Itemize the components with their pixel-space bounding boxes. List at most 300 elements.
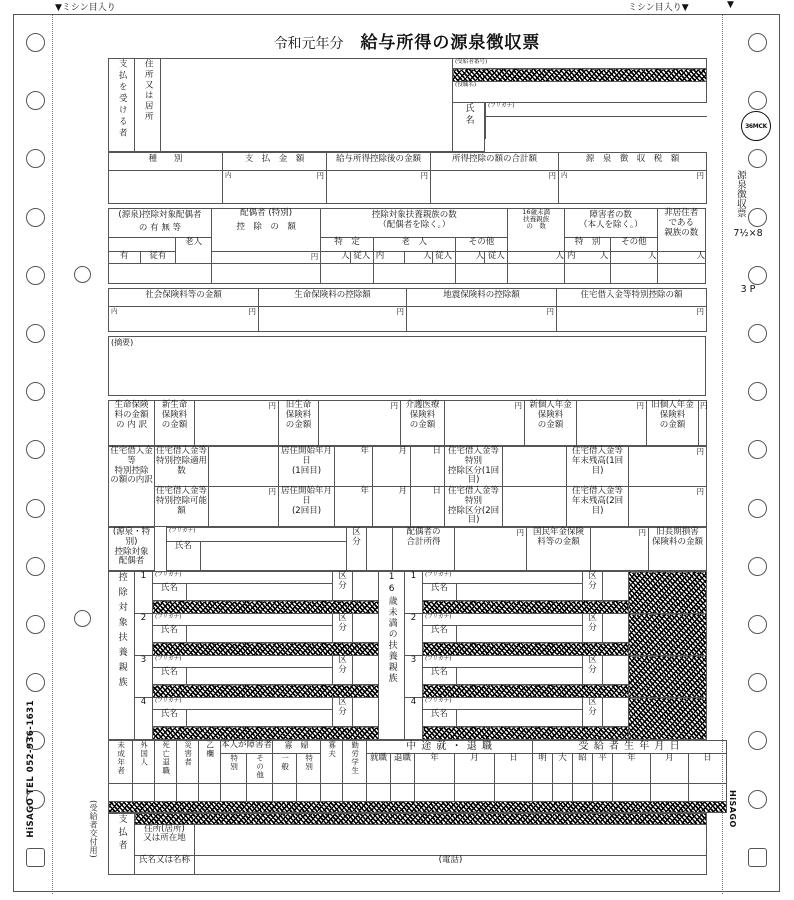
dependent-name-label-2: 氏名 <box>153 626 187 643</box>
start-date-1-label <box>279 447 335 487</box>
alignment-hole <box>74 266 91 283</box>
old-pension-yen: 円 <box>700 401 708 410</box>
spouse-status-line2: の 有 無 等 <box>138 222 182 233</box>
status-column-b <box>199 741 221 784</box>
recipient-label-cell <box>109 59 135 152</box>
amounts-inner-mark-2: 内 <box>561 171 568 179</box>
new-life-field[interactable] <box>195 401 279 446</box>
start-date-2-label <box>279 487 335 527</box>
dependents-table <box>108 571 707 740</box>
under16-class-l1-1: 区 <box>588 571 597 582</box>
under16-name-field-2[interactable] <box>457 626 583 643</box>
position-label: (役職名) <box>455 82 477 88</box>
start-date-2-l2: (2回目) <box>291 505 322 516</box>
disabled-special-person: 人 <box>599 251 609 261</box>
position-label-cell[interactable] <box>453 82 707 103</box>
birth-day-value[interactable] <box>689 783 727 801</box>
dependent-class-field-3[interactable] <box>353 656 379 685</box>
amounts-yen-2: 円 <box>420 171 428 180</box>
new-pension-l1: 新個人年金 <box>529 400 572 410</box>
perforation-mark-right: ミシン目入り▼ <box>628 3 689 13</box>
spouse-detail-spacer <box>155 528 167 571</box>
disabled-line1: 障害者の数 <box>589 210 633 220</box>
spouse-detail-table <box>108 527 707 571</box>
under16-index-1: 1 <box>405 572 423 614</box>
life-breakdown-table <box>108 400 707 446</box>
under16-class-label-4 <box>583 698 603 727</box>
dependent-furigana-label-2: (フリガナ) <box>155 614 182 621</box>
dependent-class-l1-1: 区 <box>338 571 347 582</box>
spouse-deduction-line2: 控 除 の 額 <box>236 221 296 232</box>
life-breakdown-l2: 料の金額 <box>114 409 149 420</box>
class-1-l2: 控除区分(1回目) <box>447 465 500 486</box>
status-disaster-label: 災害者 <box>183 741 193 767</box>
dependent-redaction-1 <box>153 601 379 614</box>
social-insurance-field[interactable] <box>109 307 259 332</box>
old-longterm-l1: 旧長期損害 <box>656 527 699 538</box>
new-life-label <box>155 401 195 446</box>
specific-value[interactable] <box>321 264 374 284</box>
spouse-deduction-yen-cell <box>211 252 320 264</box>
form-content <box>108 28 712 875</box>
life-breakdown-l1: 生命保険 <box>114 400 149 410</box>
spouse-total-income-field[interactable] <box>455 528 527 571</box>
dependent-class-l2-4: 分 <box>338 706 347 717</box>
spouse-name-field[interactable] <box>201 542 347 571</box>
status-working-student <box>343 741 367 784</box>
address-label-cell <box>135 59 161 152</box>
copy-note: (受給者交付用) <box>89 800 98 859</box>
dependent-index-3: 3 <box>135 656 153 698</box>
nonresident-value[interactable] <box>657 264 705 284</box>
life-insurance-field[interactable] <box>259 307 407 332</box>
status-special <box>221 753 247 783</box>
dependent-name-field-4[interactable] <box>187 710 333 727</box>
spouse-status-line1: (源泉)控除対象配偶者 <box>118 210 202 220</box>
dependent-class-l2-2: 分 <box>338 622 347 633</box>
spouse-deduction-line1: 配偶者 (特別) <box>240 208 293 218</box>
under16-index-2: 2 <box>405 614 423 656</box>
other2-header: その他 <box>611 238 657 252</box>
dependent-furigana-1[interactable] <box>153 572 333 584</box>
under16-class-l1-4: 区 <box>588 697 597 708</box>
under16-header <box>508 209 565 252</box>
social-insurance-inner: 内 <box>111 307 118 315</box>
recipient-number-label-cell <box>453 59 707 69</box>
care-medical-l3: の金額 <box>409 419 436 430</box>
new-pension-label <box>525 401 577 446</box>
sprocket-hole <box>748 266 767 285</box>
dependent-class-field-2[interactable] <box>353 614 379 643</box>
nonresident-line1: 非居住者 <box>664 208 699 218</box>
spouse-total-income-l1: 配偶者の <box>406 527 441 538</box>
balance-1-field[interactable] <box>629 447 707 487</box>
nonresident-line2: である <box>668 217 695 228</box>
payer-number-redaction <box>135 813 707 824</box>
amounts-header-0: 種 別 <box>109 153 223 171</box>
status-working-student-value[interactable] <box>343 783 367 801</box>
recipient-label: 支払を受ける者 <box>117 59 128 140</box>
under16-furigana-label-1: (フリガナ) <box>425 572 452 579</box>
spouse-detail-label <box>109 528 155 571</box>
birth-era-1-value[interactable] <box>553 783 573 801</box>
under16-furigana-4[interactable] <box>423 698 583 710</box>
care-medical-yen: 円 <box>514 401 522 410</box>
dependent-class-l2-3: 分 <box>338 664 347 675</box>
midterm-year-value[interactable] <box>415 783 455 801</box>
status-column-b-value[interactable] <box>199 783 221 801</box>
spouse-furigana-field[interactable] <box>167 528 347 542</box>
midterm-day-value[interactable] <box>495 783 533 801</box>
table-row <box>109 656 707 668</box>
sprocket-hole <box>26 208 45 227</box>
midterm-day: 日 <box>495 753 533 783</box>
dependent-furigana-2[interactable] <box>153 614 333 626</box>
perforation-mark-left: ▼ミシン目入り <box>55 3 116 13</box>
table-row <box>109 698 707 710</box>
status-column-b-label: 乙欄 <box>205 741 215 759</box>
care-medical-field[interactable] <box>445 401 525 446</box>
dependent-name-field-3[interactable] <box>187 668 333 685</box>
status-other-value[interactable] <box>247 783 273 801</box>
status-foreigner-value[interactable] <box>133 783 155 801</box>
recipient-name-label: 氏名 <box>463 103 474 127</box>
balance-2-field[interactable] <box>629 487 707 527</box>
amounts-type-field[interactable] <box>109 171 223 204</box>
dependent-class-label-2 <box>333 614 353 643</box>
disabled-other-person: 人 <box>611 252 657 264</box>
new-life-l1: 新生命 <box>161 400 188 410</box>
pension-label <box>527 528 591 571</box>
under16-line3: の 数 <box>526 222 546 231</box>
status-minor-value[interactable] <box>109 783 133 801</box>
class-2-field[interactable] <box>503 487 567 527</box>
sprocket-hole <box>748 324 767 343</box>
midterm-retired: 退職 <box>391 753 415 783</box>
start-date-2-month[interactable]: 月 <box>373 487 411 527</box>
midterm-employed-value[interactable] <box>367 783 391 801</box>
manufacturer-right: HiSAGO <box>728 790 737 828</box>
applied-count-field[interactable] <box>209 447 279 487</box>
spouse-class-l2: 分 <box>352 536 361 547</box>
status-widow-header: 寡 婦 <box>273 741 321 754</box>
old-life-field[interactable] <box>319 401 401 446</box>
dependent-furigana-label-4: (フリガナ) <box>155 698 182 705</box>
under16-name-field-1[interactable] <box>457 584 583 601</box>
recipient-furigana-field[interactable] <box>486 103 707 117</box>
dependents-right-label-cell <box>379 572 405 740</box>
disabled-inner-mark: 内 <box>567 251 576 261</box>
status-widower-label: 寡夫 <box>327 741 337 759</box>
under16-class-l2-2: 分 <box>588 622 597 633</box>
under16-name-redaction-2 <box>423 643 629 656</box>
birth-year-value[interactable] <box>613 783 651 801</box>
start-date-1-l1: 居住開始年月日 <box>280 446 332 466</box>
birth-month: 月 <box>651 753 689 783</box>
birth-era-2: 昭 <box>573 753 593 783</box>
balance-1-l2: 年末残高(1回目) <box>571 455 624 476</box>
under16-value[interactable] <box>508 264 565 284</box>
new-pension-l3: の金額 <box>537 419 564 430</box>
birth-era-3-value[interactable] <box>593 783 613 801</box>
under16-redaction-2 <box>629 614 707 656</box>
remarks-field[interactable] <box>109 337 706 396</box>
old-life-yen: 円 <box>390 401 398 410</box>
amounts-yen-4: 円 <box>696 171 704 180</box>
dependent-name-label-4: 氏名 <box>153 710 187 727</box>
status-foreigner <box>133 741 155 784</box>
spouse-class-l1: 区 <box>352 527 361 538</box>
sprocket-hole <box>26 615 45 634</box>
spouse-total-income-label <box>393 528 455 571</box>
spouse-status-spacer <box>109 238 176 252</box>
manufacturer-left: HiSAGO TEL 052-936-1631 <box>26 700 36 838</box>
recipient-name-field-cell <box>485 103 707 152</box>
under16-furigana-label-3: (フリガナ) <box>425 656 452 663</box>
under16-furigana-2[interactable] <box>423 614 583 626</box>
alignment-hole <box>74 610 91 627</box>
start-date-2-l1: 居住開始年月日 <box>280 486 332 506</box>
under16-index-4: 4 <box>405 698 423 740</box>
recipient-name-label-cell <box>453 103 485 152</box>
elderly2-header: 老 人 <box>373 238 455 252</box>
under16-class-field-2[interactable] <box>603 614 629 643</box>
disabled-special-value[interactable] <box>565 264 611 284</box>
pension-l2: 料等の金額 <box>537 536 580 547</box>
pension-field[interactable] <box>591 528 649 571</box>
title-era: 令和元年分 <box>273 36 344 52</box>
payer-name-label: 氏名又は名称 <box>135 855 195 874</box>
class-1-label <box>445 447 503 487</box>
under16-class-label-2 <box>583 614 603 643</box>
new-pension-field[interactable] <box>577 401 647 446</box>
dependent-name-label-3: 氏名 <box>153 668 187 685</box>
housing-breakdown-label <box>109 447 155 527</box>
spouse-class-label <box>347 528 367 571</box>
dependent-index-4: 4 <box>135 698 153 740</box>
under16-furigana-3[interactable] <box>423 656 583 668</box>
disabled-other-value[interactable] <box>611 264 657 284</box>
dependent-class-field-4[interactable] <box>353 698 379 727</box>
status-disaster-value[interactable] <box>177 783 199 801</box>
start-date-1-month[interactable]: 月 <box>373 447 411 487</box>
payer-label-cell <box>109 813 135 874</box>
dependent-class-l1-4: 区 <box>338 697 347 708</box>
old-pension-l2: 保険料 <box>659 409 686 420</box>
under16-furigana-label-4: (フリガナ) <box>425 698 452 705</box>
dependent-class-label-4 <box>333 698 353 727</box>
amounts-header-2: 給与所得控除後の金額 <box>327 153 431 171</box>
available-yen: 円 <box>268 487 276 497</box>
under16-name-field-3[interactable] <box>457 668 583 685</box>
pension-yen: 円 <box>638 528 646 538</box>
under16-class-label-3 <box>583 656 603 685</box>
spouse-dependents-table <box>108 208 706 284</box>
dependent-furigana-3[interactable] <box>153 656 333 668</box>
sprocket-hole <box>748 848 767 867</box>
under16-redaction-1 <box>629 572 707 614</box>
under16-name-label-2: 氏名 <box>423 626 457 643</box>
birth-day: 日 <box>689 753 727 783</box>
dependent-furigana-label-3: (フリガナ) <box>155 656 182 663</box>
amounts-payment-field[interactable] <box>223 171 327 204</box>
midterm-month: 月 <box>455 753 495 783</box>
applied-count-l1: 住宅借入金等 <box>155 446 207 456</box>
class-2-l1: 住宅借入金等特別 <box>447 486 499 506</box>
status-widow-special-value[interactable] <box>297 783 321 801</box>
class-2-label <box>445 487 503 527</box>
disabled-header <box>565 209 657 238</box>
under16-name-field-4[interactable] <box>457 710 583 727</box>
status-working-student-label: 勤労学生 <box>350 741 360 776</box>
care-medical-label <box>401 401 445 446</box>
sprocket-hole <box>748 33 767 52</box>
under16-class-field-3[interactable] <box>603 656 629 685</box>
life-breakdown-l3: の 内 訳 <box>116 419 147 430</box>
under16-class-label-1 <box>583 572 603 601</box>
sprocket-hole <box>26 266 45 285</box>
birth-month-value[interactable] <box>651 783 689 801</box>
dependent-class-label-1 <box>333 572 353 601</box>
under16-class-l2-4: 分 <box>588 706 597 717</box>
recipient-address-field[interactable] <box>161 59 453 152</box>
status-widow-general <box>273 753 297 783</box>
under16-line1: 16歳未満 <box>522 208 551 216</box>
dependent-furigana-4[interactable] <box>153 698 333 710</box>
specific-person-cell: 人 <box>321 252 350 264</box>
new-pension-yen: 円 <box>636 401 644 410</box>
under16-name-label-4: 氏名 <box>423 710 457 727</box>
amounts-total-deduction-field[interactable] <box>431 171 559 204</box>
table-row <box>109 614 707 626</box>
elderly-value[interactable] <box>373 264 455 284</box>
start-date-2-day[interactable]: 日 <box>411 487 445 527</box>
housing-loan-field[interactable] <box>557 307 707 332</box>
address-label: 住所又は居所 <box>143 59 154 122</box>
remarks-label: (摘要) <box>111 338 134 347</box>
old-pension-l1: 旧個人年金 <box>651 400 694 410</box>
applied-count-l2: 特別控除適用数 <box>155 455 207 476</box>
birth-era-2-value[interactable] <box>573 783 593 801</box>
start-date-1-year[interactable]: 年 <box>335 447 373 487</box>
remarks-table <box>108 336 706 396</box>
payer-table <box>108 813 707 875</box>
payer-label: 支払者 <box>116 813 127 853</box>
spouse-detail-l3: 配偶者 <box>118 556 145 567</box>
status-special-value[interactable] <box>221 783 247 801</box>
birth-era-0: 明 <box>533 753 553 783</box>
sprocket-hole <box>26 848 45 867</box>
status-foreigner-label: 外国人 <box>139 741 149 767</box>
start-date-2-year[interactable]: 年 <box>335 487 373 527</box>
old-pension-field[interactable] <box>699 401 707 446</box>
under16-furigana-1[interactable] <box>423 572 583 584</box>
status-widow-general-value[interactable] <box>273 783 297 801</box>
payer-name-field[interactable] <box>195 855 707 874</box>
class-1-field[interactable] <box>503 447 567 487</box>
class-1-l1: 住宅借入金等特別 <box>447 446 499 466</box>
status-widow-special-label: 特別 <box>304 753 314 771</box>
midterm-month-value[interactable] <box>455 783 495 801</box>
earthquake-insurance-field[interactable] <box>407 307 557 332</box>
status-widower <box>321 741 343 784</box>
perforation-mark-arrow: ▼ <box>727 0 734 10</box>
under16-name-redaction-4 <box>423 727 629 740</box>
payer-address-field[interactable] <box>195 824 707 855</box>
dependent-name-field-2[interactable] <box>187 626 333 643</box>
birth-era-1: 大 <box>553 753 573 783</box>
spouse-status-value[interactable] <box>109 264 212 284</box>
recipient-number-field[interactable] <box>453 69 707 82</box>
dependent-class-field-1[interactable] <box>353 572 379 601</box>
amounts-after-deduction-field[interactable] <box>327 171 431 204</box>
other-header: その他 <box>455 238 508 252</box>
spouse-total-income-yen: 円 <box>516 528 524 538</box>
old-pension-label <box>647 401 699 446</box>
class-2-l2: 控除区分(2回目) <box>447 505 500 526</box>
spouse-deduction-value[interactable] <box>211 264 320 284</box>
form-title <box>108 28 706 53</box>
dependent-index-1: 1 <box>135 572 153 614</box>
under16-line2: 扶養親族 <box>523 215 550 224</box>
old-life-l2: 保険料 <box>285 409 312 420</box>
under16-class-l2-1: 分 <box>588 580 597 591</box>
status-disaster <box>177 741 199 784</box>
under16-index-3: 3 <box>405 656 423 698</box>
dependent-name-field-1[interactable] <box>187 584 333 601</box>
elderly-subperson-cell: 従人 <box>432 252 455 264</box>
old-pension-l3: の金額 <box>659 419 686 430</box>
available-field[interactable] <box>209 487 279 527</box>
birth-era-0-value[interactable] <box>533 783 553 801</box>
recipient-name-input[interactable] <box>486 117 707 140</box>
spouse-class-field[interactable] <box>367 528 393 571</box>
status-self-disabled-header: 本人が障害者 <box>221 741 273 754</box>
midterm-year: 年 <box>415 753 455 783</box>
other-value[interactable] <box>455 264 508 284</box>
under16-class-field-1[interactable] <box>603 572 629 601</box>
new-life-yen: 円 <box>268 401 276 410</box>
status-special-label: 特別 <box>229 753 239 771</box>
amounts-withholding-field[interactable] <box>559 171 707 204</box>
dependent-redaction-4 <box>153 727 379 740</box>
sprocket-hole <box>26 33 45 52</box>
insurance-table <box>108 288 707 332</box>
status-widower-value[interactable] <box>321 783 343 801</box>
housing-breakdown-l3: の額の内訳 <box>110 475 153 486</box>
start-date-1-day[interactable]: 日 <box>411 447 445 487</box>
recipient-furigana-label: (フリガナ) <box>488 103 515 109</box>
sub-has-label: 従有 <box>140 252 176 264</box>
special-header: 特 別 <box>565 238 611 252</box>
dependents-count-line2: （配偶者を除く。） <box>378 219 451 230</box>
balance-2-yen: 円 <box>696 487 704 497</box>
dependents-count-header <box>321 209 508 238</box>
control-stamp: 36MCK <box>741 111 771 141</box>
status-death-retire-value[interactable] <box>155 783 177 801</box>
specific-subperson-cell: 従人 <box>350 252 373 264</box>
sprocket-hole <box>26 324 45 343</box>
nonresident-person: 人 <box>657 252 705 264</box>
old-longterm-label <box>649 528 707 571</box>
amounts-header-1: 支 払 金 額 <box>223 153 327 171</box>
midterm-retired-value[interactable] <box>391 783 415 801</box>
balance-2-l1: 住宅借入金等 <box>571 486 623 497</box>
other-subperson-cell: 従人 <box>485 252 508 264</box>
under16-class-field-4[interactable] <box>603 698 629 727</box>
amounts-inner-mark-1: 内 <box>225 171 232 179</box>
earthquake-insurance-yen: 円 <box>546 307 554 316</box>
